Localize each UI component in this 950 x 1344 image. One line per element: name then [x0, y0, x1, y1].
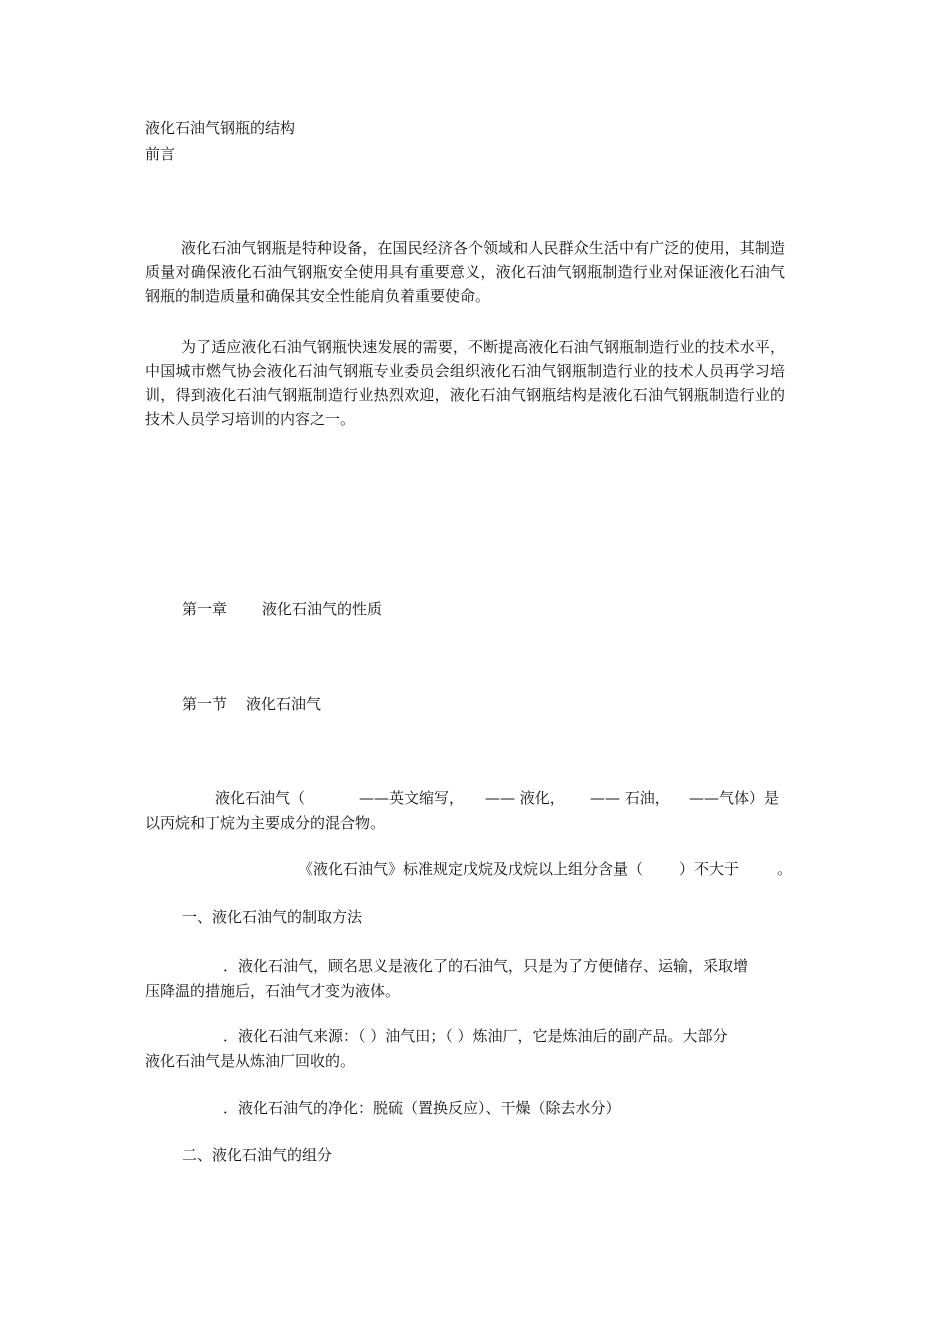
definition-line-2: 以丙烷和丁烷为主要成分的混合物。 — [145, 814, 386, 832]
preface-heading: 前言 — [145, 145, 176, 163]
section-title: 液化石油气 — [246, 695, 322, 713]
chapter-title: 液化石油气的性质 — [262, 600, 383, 618]
preface-paragraph-1: 液化石油气钢瓶是特种设备，在国民经济各个领域和人民群众生活中有广泛的使用，其制造质量对确保液化石油气钢瓶安全使用具有重要意义，液化石油气钢瓶制造行业对保证液化石油气钢瓶的制造质量和确保其安全性能肩负着重要使命。 — [145, 239, 785, 305]
item-2-line-2: 液化石油气是从炼油厂回收的。 — [145, 1052, 356, 1070]
definition-line-1-part-d: —— 石油， — [590, 789, 670, 807]
definition-line-1-part-c: —— 液化， — [485, 789, 565, 807]
heading-composition: 二、液化石油气的组分 — [182, 1146, 333, 1164]
item-3-line-1: ．液化石油气的净化：脱硫（置换反应）、干燥（除去水分） — [223, 1099, 621, 1117]
item-1-line-2: 压降温的措施后，石油气才变为液体。 — [145, 982, 401, 1000]
chapter-label: 第一章 — [182, 600, 228, 618]
definition-line-1-part-b: ——英文缩写， — [359, 789, 465, 807]
section-label: 第一节 — [182, 695, 228, 713]
definition-line-1-part-e: ——气体）是 — [689, 789, 780, 807]
definition-line-1-part-a: 液化石油气（ — [215, 789, 306, 807]
document-title: 液化石油气钢瓶的结构 — [145, 119, 296, 137]
standard-line-part-a: 《液化石油气》标准规定戊烷及戊烷以上组分含量（ — [298, 860, 644, 878]
preface-paragraph-2: 为了适应液化石油气钢瓶快速发展的需要，不断提高液化石油气钢瓶制造行业的技术水平，中国城市燃气协会液化石油气钢瓶专业委员会组织液化石油气钢瓶制造行业的技术人员再学习培训，得到液化石油气钢瓶制造行业热烈欢迎，液化石油气钢瓶结构是液化石油气钢瓶制造行业的技术人员学习培训的内容之一。 — [145, 338, 785, 428]
standard-line-part-b: ）不大于 — [679, 860, 740, 878]
item-2-line-1: ．液化石油气来源：（ ）油气田；（ ）炼油厂，它是炼油后的副产品。大部分 — [223, 1027, 728, 1045]
heading-production-methods: 一、液化石油气的制取方法 — [182, 908, 363, 926]
standard-line-part-c: 。 — [777, 860, 793, 878]
item-1-line-1: ．液化石油气，顾名思义是液化了的石油气，只是为了方便储存、运输，采取增 — [223, 957, 749, 975]
